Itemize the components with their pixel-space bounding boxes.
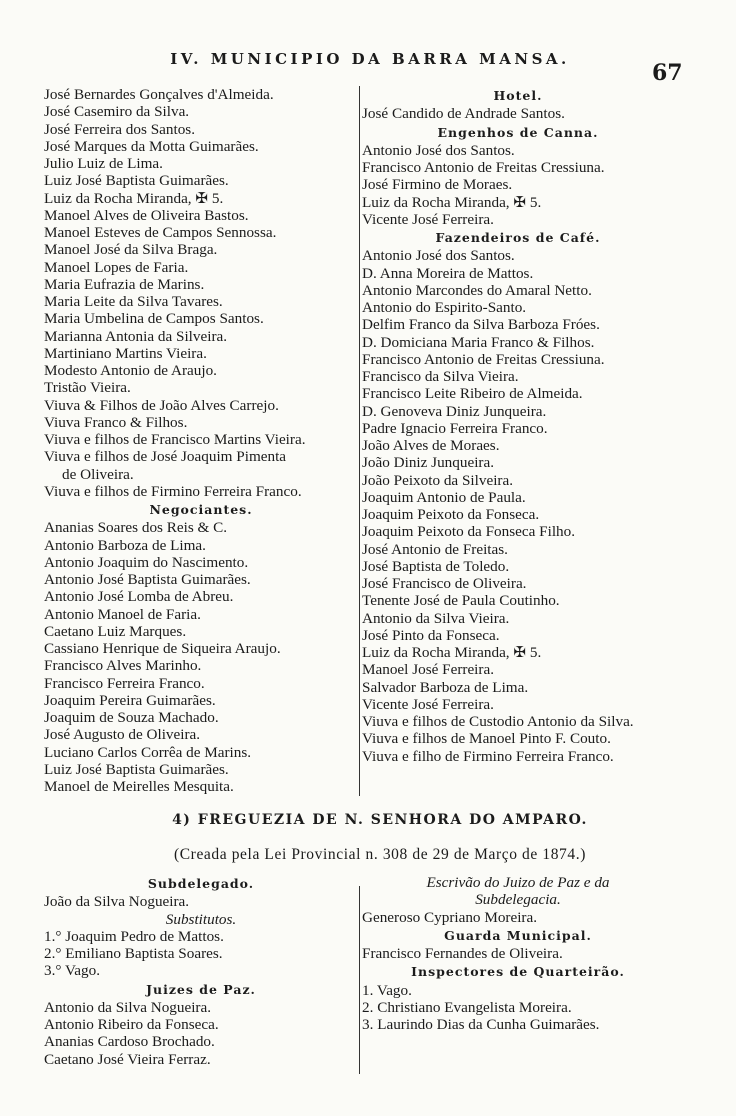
list-item-continuation: de Oliveira. [62,465,134,483]
list-item: Viuva e filhos de Manoel Pinto F. Couto. [362,730,611,748]
list-item: Manoel José da Silva Braga. [44,241,218,259]
page-header-title: IV. MUNICIPIO DA BARRA MANSA. [170,50,570,68]
list-item: Antonio José dos Santos. [362,247,515,265]
list-item: José Augusto de Oliveira. [44,726,201,744]
list-item: José Francisco de Oliveira. [362,575,527,592]
list-item: Delfim Franco da Silva Barboza Fróes. [362,316,600,334]
list-item: Tenente José de Paula Coutinho. [362,592,560,610]
list-item: Viuva e filhos de Custodio Antonio da Silva. [362,713,634,730]
list-item: Manoel de Meirelles Mesquita. [44,778,234,795]
column-divider-top [359,86,360,796]
section-heading-subdelegado: Subdelegado. [147,876,255,891]
list-item: Manoel Esteves de Campos Sennossa. [44,224,277,241]
list-item: Francisco Ferreira Franco. [44,674,205,692]
list-item: José Marques da Motta Guimarães. [44,137,259,155]
list-item: Viuva & Filhos de João Alves Carrejo. [44,396,279,414]
list-item: Viuva Franco & Filhos. [44,413,188,431]
section-heading-hotel: Hotel. [493,88,543,103]
list-item: 1.° Joaquim Pedro de Mattos. [44,927,224,945]
list-item: Luciano Carlos Corrêa de Marins. [44,743,252,761]
list-item: Vicente José Ferreira. [362,695,494,713]
section-heading-juizes: Juizes de Paz. [146,981,256,997]
list-item: Francisco Antonio de Freitas Cressiuna. [362,350,605,368]
page-number: 67 [652,60,683,86]
list-item: Francisco Fernandes de Oliveira. [362,945,563,962]
right-column [362,86,674,765]
list-item: Antonio José Baptista Guimarães. [44,571,251,588]
list-item: Viuva e filhos de Firmino Ferreira Franco. [44,482,302,500]
section-heading-substitutos: Substitutos. [165,910,237,928]
list-item: Antonio Ribeiro da Fonseca. [44,1016,219,1033]
list-item: Julio Luiz de Lima. [44,155,163,172]
freguezia-subtitle: (Creada pela Lei Provincial n. 308 de 29 de Março de 1874.) [173,846,586,863]
left-column [44,86,358,795]
list-item: Vicente José Ferreira. [362,210,494,228]
list-item: João Peixoto da Silveira. [362,471,514,489]
list-item: José Pinto da Fonseca. [362,626,500,644]
list-item: Tristão Vieira. [44,379,131,397]
list-item: Francisco Alves Marinho. [44,657,202,675]
list-item: 2. Christiano Evangelista Moreira. [362,998,572,1016]
list-item: Luiz da Rocha Miranda, ✠ 5. [44,189,224,207]
list-item: Luiz José Baptista Guimarães. [44,760,229,778]
bottom-left-column [44,874,358,1068]
list-item: Marianna Antonia da Silveira. [44,327,228,345]
list-item: Martiniano Martins Vieira. [44,344,207,362]
list-item: Cassiano Henrique de Siqueira Araujo. [44,640,281,657]
list-item: Joaquim de Souza Machado. [44,709,219,726]
section-heading-inspectores: Inspectores de Quarteirão. [411,964,625,980]
list-item: João Alves de Moraes. [362,437,500,454]
list-item: Antonio José dos Santos. [362,141,515,159]
list-item: Maria Umbelina de Campos Santos. [44,310,264,328]
list-item: Antonio José Lomba de Abreu. [44,588,234,606]
list-item: Manoel José Ferreira. [362,661,495,679]
list-item: Ananias Cardoso Brochado. [44,1033,215,1051]
freguezia-title: 4) FREGUEZIA DE N. SENHORA DO AMPARO. [172,812,588,828]
list-item: Joaquim Peixoto da Fonseca Filho. [362,523,576,541]
list-item: Padre Ignacio Ferreira Franco. [362,419,548,437]
list-item: José Casemiro da Silva. [44,103,190,121]
list-item: Viuva e filhos de José Joaquim Pimenta [44,448,287,466]
list-item: D. Anna Moreira de Mattos. [362,264,534,282]
list-item: José Baptista de Toledo. [362,557,510,575]
list-item: D. Domiciana Maria Franco & Filhos. [362,333,595,351]
list-item: Antonio da Silva Nogueira. [44,998,212,1016]
list-item: Francisco Antonio de Freitas Cressiuna. [362,159,605,176]
list-item: Caetano Luiz Marques. [44,622,187,640]
list-item: João Diniz Junqueira. [362,454,495,472]
list-item: Francisco da Silva Vieira. [362,368,519,385]
list-item: Francisco Leite Ribeiro de Almeida. [362,385,583,403]
section-heading-escrivao: Escrivão do Juizo de Paz e da [426,874,610,891]
list-item: Viuva e filho de Firmino Ferreira Franco. [362,747,614,765]
list-item: Joaquim Peixoto da Fonseca. [362,506,540,523]
section-heading-engenhos: Engenhos de Canna. [437,124,599,140]
list-item: José Firmino de Moraes. [362,176,513,194]
list-item: Antonio Manoel de Faria. [44,605,201,623]
list-item: Antonio Joaquim do Nascimento. [44,553,249,571]
list-item: Maria Leite da Silva Tavares. [44,293,223,310]
list-item: Joaquim Antonio de Paula. [362,488,526,506]
section-heading-negociantes: Negociantes. [149,502,253,517]
list-item: Luiz José Baptista Guimarães. [44,172,229,190]
list-item: Antonio do Espirito-Santo. [362,299,527,316]
list-item: José Bernardes Gonçalves d'Almeida. [44,86,274,103]
list-item: Manoel Alves de Oliveira Bastos. [44,206,249,224]
list-item: Generoso Cypriano Moreira. [362,908,538,926]
list-item: Caetano José Vieira Ferraz. [44,1050,211,1068]
list-item: Joaquim Pereira Guimarães. [44,691,216,709]
list-item: Viuva e filhos de Francisco Martins Vieira. [44,431,306,448]
bottom-right-column [362,874,674,1033]
list-item: 3. Laurindo Dias da Cunha Guimarães. [362,1016,600,1033]
list-item: José Antonio de Freitas. [362,540,508,558]
list-item: Luiz da Rocha Miranda, ✠ 5. [362,193,542,211]
section-heading-guarda: Guarda Municipal. [444,927,592,943]
list-item: Manoel Lopes de Faria. [44,258,189,276]
list-item: José Candido de Andrade Santos. [362,105,565,123]
list-item: Maria Eufrazia de Marins. [44,275,205,293]
list-item: Antonio Barboza de Lima. [44,536,206,554]
list-item: Antonio Marcondes do Amaral Netto. [362,281,592,299]
section-heading-escrivao-cont: Subdelegacia. [475,891,561,909]
list-item: José Ferreira dos Santos. [44,120,196,138]
list-item: Modesto Antonio de Araujo. [44,362,217,379]
list-item: Luiz da Rocha Miranda, ✠ 5. [362,644,542,661]
list-item: Salvador Barboza de Lima. [362,678,529,696]
section-heading-fazendeiros: Fazendeiros de Café. [435,230,601,245]
list-item: Antonio da Silva Vieira. [362,609,510,627]
column-divider-bottom [359,886,360,1074]
list-item: 2.° Emiliano Baptista Soares. [44,945,223,962]
list-item: 1. Vago. [362,981,412,999]
list-item: 3.° Vago. [44,962,100,980]
list-item: D. Genoveva Diniz Junqueira. [362,402,547,420]
list-item: João da Silva Nogueira. [44,893,190,911]
list-item: Ananias Soares dos Reis & C. [44,519,228,537]
